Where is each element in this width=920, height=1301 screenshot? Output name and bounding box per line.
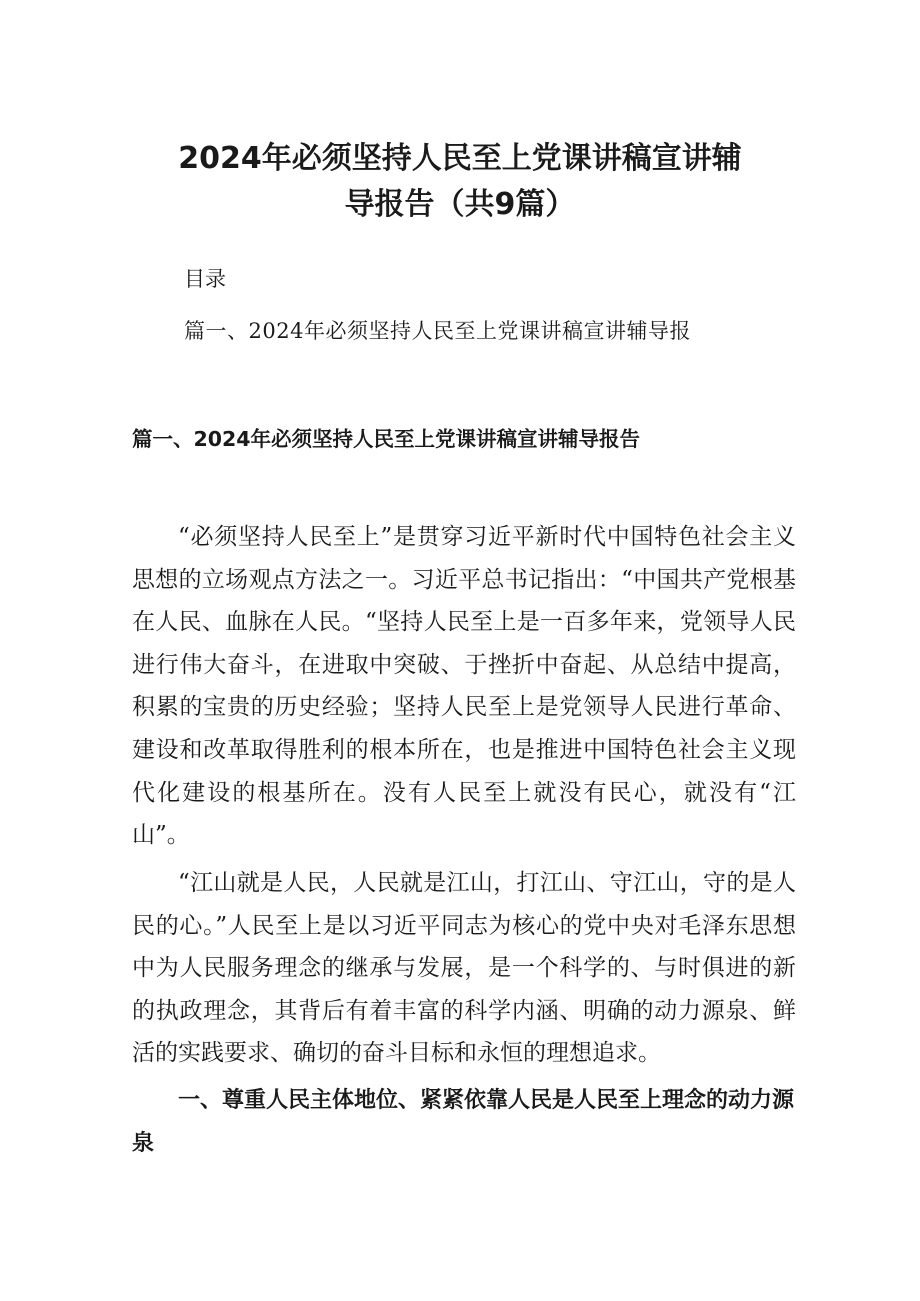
document-title-line-2: 导报告（共9篇） (344, 187, 576, 222)
toc-item-1[interactable]: 篇一、2024年必须坚持人民至上党课讲稿宣讲辅导报 (184, 319, 691, 343)
document-title-line-1: 2024年必须坚持人民至上党课讲稿宣讲辅 (178, 141, 742, 176)
section-heading: 篇一、2024年必须坚持人民至上党课讲稿宣讲辅导报告 (132, 427, 641, 451)
subsection-heading: 一、尊重人民主体地位、紧紧依靠人民是人民至上理念的动力源泉 (132, 1088, 795, 1156)
toc-heading: 目录 (184, 267, 226, 291)
body-paragraph-2: “江山就是人民，人民就是江山，打江山、守江山，守的是人民的心。”人民至上是以习近平同志为核心的党中央对毛泽东思想中为人民服务理念的继承与发展，是一个科学的、与时俱进的新的执政理念，其背后有着丰富的科学内涵、明确的动力源泉、鲜活的实践要求、确切的奋斗目标和永恒的理想追求。 (132, 870, 796, 1067)
body-paragraph-1: “必须坚持人民至上”是贯穿习近平新时代中国特色社会主义思想的立场观点方法之一。习近平总书记指出：“中国共产党根基在人民、血脉在人民。“坚持人民至上是一百多年来，党领导人民进行伟大奋斗，在进取中突破、于挫折中奋起、从总结中提高，积累的宝贵的历史经验；坚持人民至上是党领导人民进行革命、建设和改革取得胜利的根本所在，也是推进中国特色社会主义现代化建设的根基所在。没有人民至上就没有民心，就没有“江山”。 (132, 524, 796, 849)
